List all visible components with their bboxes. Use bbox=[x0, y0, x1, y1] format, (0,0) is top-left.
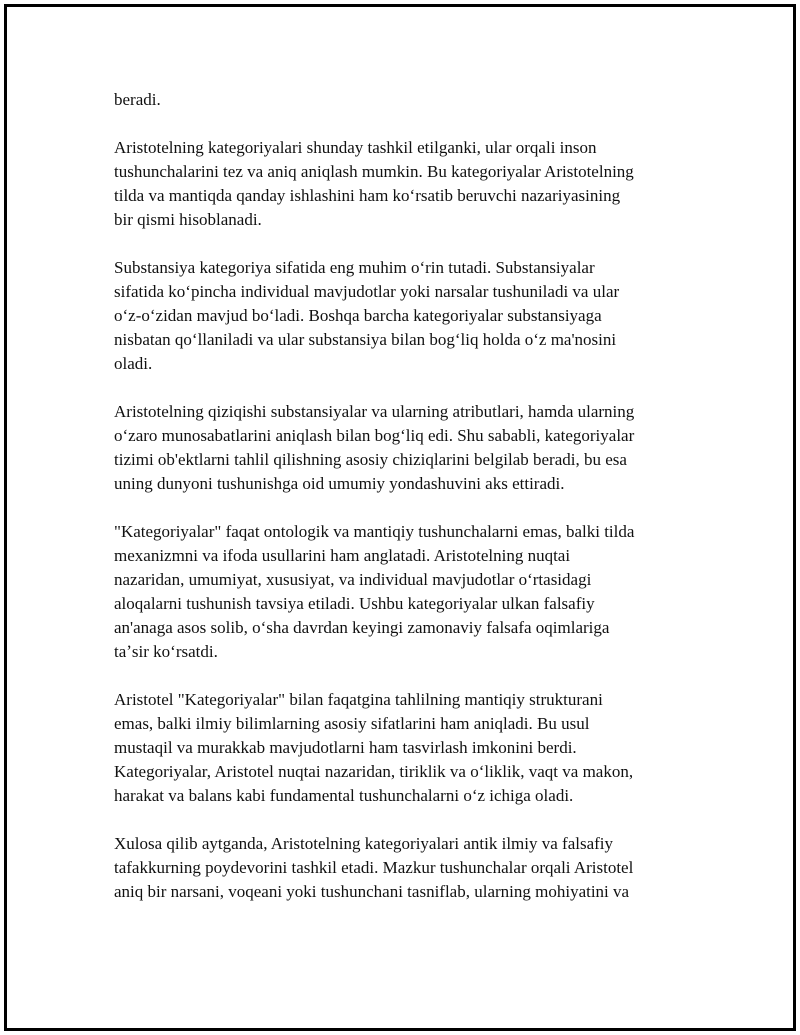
text-line: uning dunyoni tushunishga oid umumiy yondashuvini aks ettiradi. bbox=[114, 474, 565, 493]
text-line: nisbatan qoʻllaniladi va ular substansiya bilan bogʻliq holda oʻz ma'nosini bbox=[114, 330, 617, 349]
paragraph-spacer bbox=[114, 112, 694, 136]
text-line: taʼsir koʻrsatdi. bbox=[114, 642, 218, 661]
paragraph bbox=[114, 688, 694, 808]
text-line: oladi. bbox=[114, 354, 153, 373]
paragraph bbox=[114, 136, 694, 232]
paragraph-spacer bbox=[114, 808, 694, 832]
text-line: mustaqil va murakkab mavjudotlarni ham tasvirlash imkonini berdi. bbox=[114, 738, 577, 757]
text-line: tilda va mantiqda qanday ishlashini ham koʻrsatib beruvchi nazariyasining bbox=[114, 186, 621, 205]
text-line: bir qismi hisoblanadi. bbox=[114, 210, 262, 229]
paragraph-spacer bbox=[114, 496, 694, 520]
text-line: Substansiya kategoriya sifatida eng muhim oʻrin tutadi. Substansiyalar bbox=[114, 258, 595, 277]
text-line: aniq bir narsani, voqeani yoki tushunchani tasniflab, ularning mohiyatini va bbox=[114, 882, 630, 901]
text-line: tafakkurning poydevorini tashkil etadi. Mazkur tushunchalar orqali Aristotel bbox=[114, 858, 634, 877]
text-line: tizimi ob'ektlarni tahlil qilishning asosiy chiziqlarini belgilab beradi, bu esa bbox=[114, 450, 627, 469]
text-line: beradi. bbox=[114, 90, 161, 109]
paragraph-spacer bbox=[114, 232, 694, 256]
text-line: Xulosa qilib aytganda, Aristotelning kategoriyalari antik ilmiy va falsafiy bbox=[114, 834, 614, 853]
text-line: aloqalarni tushunish tavsiya etiladi. Ushbu kategoriyalar ulkan falsafiy bbox=[114, 594, 595, 613]
text-line: Kategoriyalar, Aristotel nuqtai nazaridan, tiriklik va oʻliklik, vaqt va makon, bbox=[114, 762, 634, 781]
text-line: an'anaga asos solib, oʻsha davrdan keyingi zamonaviy falsafa oqimlariga bbox=[114, 618, 610, 637]
text-line: sifatida koʻpincha individual mavjudotlar yoki narsalar tushuniladi va ular bbox=[114, 282, 620, 301]
text-line: Aristotelning kategoriyalari shunday tashkil etilganki, ular orqali inson bbox=[114, 138, 597, 157]
text-line: tushunchalarini tez va aniq aniqlash mumkin. Bu kategoriyalar Aristotelning bbox=[114, 162, 634, 181]
text-line: mexanizmni va ifoda usullarini ham anglatadi. Aristotelning nuqtai bbox=[114, 546, 571, 565]
text-line: Aristotelning qiziqishi substansiyalar va ularning atributlari, hamda ularning bbox=[114, 402, 635, 421]
paragraph-spacer bbox=[114, 376, 694, 400]
text-line: nazaridan, umumiyat, xususiyat, va individual mavjudotlar oʻrtasidagi bbox=[114, 570, 592, 589]
text-line: oʻzaro munosabatlarini aniqlash bilan bogʻliq edi. Shu sababli, kategoriyalar bbox=[114, 426, 635, 445]
document-body bbox=[114, 88, 694, 904]
text-line: emas, balki ilmiy bilimlarning asosiy sifatlarini ham aniqladi. Bu usul bbox=[114, 714, 590, 733]
paragraph bbox=[114, 520, 694, 664]
text-line: oʻz-oʻzidan mavjud boʻladi. Boshqa barcha kategoriyalar substansiyaga bbox=[114, 306, 602, 325]
text-line: harakat va balans kabi fundamental tushunchalarni oʻz ichiga oladi. bbox=[114, 786, 574, 805]
text-line: Aristotel "Kategoriyalar" bilan faqatgina tahlilning mantiqiy strukturani bbox=[114, 690, 603, 709]
paragraph bbox=[114, 256, 694, 376]
paragraph bbox=[114, 832, 694, 904]
paragraph bbox=[114, 88, 694, 112]
paragraph-spacer bbox=[114, 664, 694, 688]
paragraph bbox=[114, 400, 694, 496]
text-line: "Kategoriyalar" faqat ontologik va mantiqiy tushunchalarni emas, balki tilda bbox=[114, 522, 635, 541]
